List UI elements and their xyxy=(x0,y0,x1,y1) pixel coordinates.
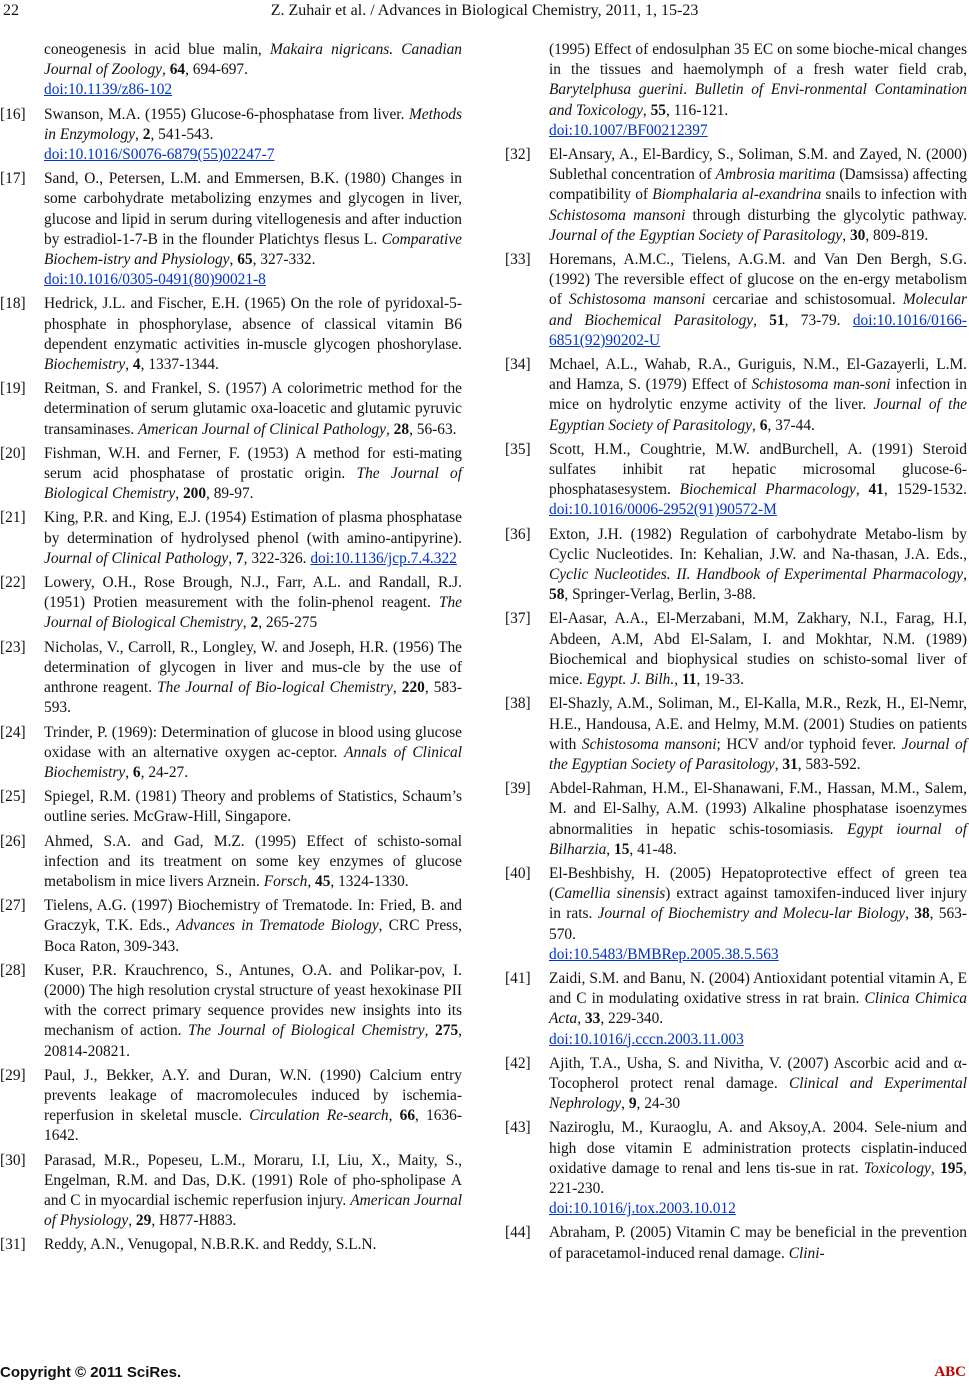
reference-number: [43] xyxy=(505,1119,531,1137)
reference-entry xyxy=(0,1151,462,1232)
reference-text: Spiegel, R.M. (1981) Theory and problems of Statistics, Schaum’s outline series. McGraw-Hill, Singapore. xyxy=(44,788,462,826)
reference-number: [32] xyxy=(505,146,531,164)
reference-entry xyxy=(505,1223,967,1263)
reference-number: [27] xyxy=(0,897,26,915)
reference-text: El-Aasar, A.A., El-Merzabani, M.M, Zakhary, N.I., Farag, H.I, Abdeen, A.M, Abd El-Salam, I. and Mokhtar, N.M. (1989) Biochemical and biophysical studies on schisto-somal liver of mice. Egypt. J. Bilh., 11, 19-33. xyxy=(549,610,967,689)
reference-text: Lowery, O.H., Rose Brough, N.J., Farr, A.L. and Randall, R.J. (1951) Protien measurement with the folin-phenol reagent. The Journal of Biological Chemistry, 2, 265-275 xyxy=(44,574,462,632)
references-left-column xyxy=(0,40,462,1260)
reference-text: El-Shazly, A.M., Soliman, M., El-Kalla, M.R., Rezk, H., El-Nemr, H.E., Handousa, A.E. and Helmy, M.M. (2001) Studies on patients with Schistosoma mansoni; HCV and/or typhoid fever. Journal of the Egyptian Society of Parasitology, 31, 583-592. xyxy=(549,695,967,773)
reference-entry xyxy=(505,250,967,351)
reference-text: Reddy, A.N., Venugopal, N.B.R.K. and Reddy, S.L.N. xyxy=(44,1236,377,1254)
page-number: 22 xyxy=(3,2,19,19)
reference-entry xyxy=(505,779,967,860)
reference-text: Parasad, M.R., Popeseu, L.M., Moraru, I.I, Liu, X., Maity, S., Engelman, R.M. and Das, D.K. (1991) Role of pho-spholipase A and C in myocardial ischemic reperfusion injury. American Journal of Physiology, 29, H877-H883. xyxy=(44,1151,462,1230)
reference-entry xyxy=(0,379,462,440)
copyright-notice: Copyright © 2011 SciRes. xyxy=(0,1364,182,1381)
reference-text: Ahmed, S.A. and Gad, M.Z. (1995) Effect of schisto-somal infection and its treatment on some key enzymes of glucose metabolism in mice livers Arznein. Forsch, 45, 1324-1330. xyxy=(44,832,462,890)
reference-entry xyxy=(0,723,462,784)
reference-number: [18] xyxy=(0,295,26,313)
reference-text: El-Beshbishy, H. (2005) Hepatoprotective effect of green tea (Camellia sinensis) extract against tamoxifen-induced liver injury in rats. Journal of Biochemistry and Molecu-lar Biology, 38, 563-570. doi:10.5483/BMBRep.2005.38.5.563 xyxy=(549,864,967,963)
reference-entry xyxy=(0,169,462,290)
page-header xyxy=(0,0,969,30)
reference-text: Reitman, S. and Frankel, S. (1957) A colorimetric method for the determination of serum glutamic oxa-loacetic and glutamic pyruvic transaminases. American Journal of Clinical Pathology, 28, 56-63. xyxy=(44,380,462,438)
reference-entry xyxy=(0,787,462,827)
reference-entry xyxy=(0,896,462,957)
reference-entry xyxy=(0,294,462,375)
reference-entry xyxy=(0,105,462,166)
reference-entry xyxy=(0,1235,462,1255)
reference-entry xyxy=(505,40,967,141)
reference-text: Abraham, P. (2005) Vitamin C may be beneficial in the prevention of paracetamol-induced renal damage. Clini- xyxy=(549,1224,967,1262)
reference-text: El-Ansary, A., El-Bardicy, S., Soliman, S.M. and Zayed, N. (2000) Sublethal concentration of Ambrosia maritima (Damsissa) affecting compatibility of Biomphalaria al-exandrina snails to infection with Schistosoma mansoni through disturbing the glycolytic pathway. Journal of the Egyptian Society of Parasitology, 30, 809-819. xyxy=(549,146,968,244)
reference-entry xyxy=(505,355,967,436)
reference-text: Zaidi, S.M. and Banu, N. (2004) Antioxidant potential vitamin A, E and C in modulating oxidative stress in rat brain. Clinica Chimica Acta, 33, 229-340. doi:10.1016/j.cccn.2003.11.003 xyxy=(549,969,967,1048)
reference-entry xyxy=(505,864,967,965)
reference-number: [39] xyxy=(505,780,531,798)
doi-link[interactable]: doi:10.1139/z86-102 xyxy=(44,81,173,99)
reference-number: [24] xyxy=(0,723,26,741)
reference-number: [19] xyxy=(0,380,26,398)
reference-entry xyxy=(505,694,967,775)
doi-link[interactable]: doi:10.1136/jcp.7.4.322 xyxy=(310,549,457,567)
reference-number: [37] xyxy=(505,610,531,628)
doi-link[interactable]: doi:10.1016/0166-6851(92)90202-U xyxy=(549,311,967,349)
doi-link[interactable]: doi:10.1016/j.cccn.2003.11.003 xyxy=(549,1030,744,1048)
doi-link[interactable]: doi:10.1016/j.tox.2003.10.012 xyxy=(549,1200,736,1218)
reference-number: [28] xyxy=(0,961,26,979)
reference-entry xyxy=(0,444,462,505)
reference-number: [41] xyxy=(505,969,531,987)
reference-number: [20] xyxy=(0,444,26,462)
doi-link[interactable]: doi:10.5483/BMBRep.2005.38.5.563 xyxy=(549,945,779,963)
reference-number: [22] xyxy=(0,574,26,592)
reference-entry xyxy=(505,525,967,606)
reference-text: Paul, J., Bekker, A.Y. and Duran, W.N. (1990) Calcium entry prevents leakage of macromolecules induced by ischemia-reperfusion in skeletal muscle. Circulation Re-search, 66, 1636-1642. xyxy=(44,1066,462,1145)
reference-number: [35] xyxy=(505,440,531,458)
reference-number: [17] xyxy=(0,170,26,188)
reference-text: Ajith, T.A., Usha, S. and Nivitha, V. (2007) Ascorbic acid and α-Tocopherol protect renal damage. Clinical and Experimental Nephrology, 9, 24-30 xyxy=(549,1054,967,1113)
reference-number: [16] xyxy=(0,105,26,123)
running-title: Z. Zuhair et al. / Advances in Biological Chemistry, 2011, 1, 15-23 xyxy=(270,2,699,19)
reference-text: King, P.R. and King, E.J. (1954) Estimation of plasma phosphatase by determination of hydrolysed phenol (with amino-antipyrine). Journal of Clinical Pathology, 7, 322-326. doi:10.1136/jcp.7.4.322 xyxy=(44,509,462,567)
reference-number: [26] xyxy=(0,832,26,850)
reference-text: Fishman, W.H. and Ferner, F. (1953) A method for esti-mating serum acid phosphatase of prostatic origin. The Journal of Biological Chemistry, 200, 89-97. xyxy=(44,444,462,503)
reference-number: [40] xyxy=(505,864,531,882)
reference-entry xyxy=(505,440,967,521)
reference-number: [44] xyxy=(505,1224,531,1242)
doi-link[interactable]: doi:10.1016/0006-2952(91)90572-M xyxy=(549,501,777,519)
reference-number: [30] xyxy=(0,1151,26,1169)
reference-entry xyxy=(505,969,967,1050)
reference-number: [34] xyxy=(505,356,531,374)
reference-entry xyxy=(505,1118,967,1219)
journal-logo: ABC xyxy=(934,1364,966,1380)
reference-number: [42] xyxy=(505,1054,531,1072)
doi-link[interactable]: doi:10.1016/S0076-6879(55)02247-7 xyxy=(44,146,275,164)
reference-text: Swanson, M.A. (1955) Glucose-6-phosphatase from liver. Methods in Enzymology, 2, 541-543. doi:10.1016/S0076-6879(55)02247-7 xyxy=(44,105,462,164)
reference-number: [21] xyxy=(0,509,26,527)
page-footer xyxy=(0,1360,969,1386)
reference-text: Sand, O., Petersen, L.M. and Emmersen, B.K. (1980) Changes in some carbohydrate metabolizing enzymes and glycogen in liver, glucose and lipid in serum during vitellogenesis and after induction by estradiol-1-7-B in the flounder Platichtys flesus L. Comparative Biochem-istry and Physiology, 65, 327-332. doi:10.1016/0305-0491(80)90021-8 xyxy=(44,170,462,289)
reference-number: [31] xyxy=(0,1236,26,1254)
reference-entry xyxy=(0,508,462,569)
reference-number: [38] xyxy=(505,695,531,713)
reference-text: Horemans, A.M.C., Tielens, A.G.M. and Van Den Bergh, S.G. (1992) The reversible effect of glucose on the en-ergy metabolism of Schistosoma mansoni cercariae and schistosomual. Molecular and Biochemical Parasitology, 51, 73-79. doi:10.1016/0166-6851(92)90202-U xyxy=(549,251,968,349)
reference-number: [23] xyxy=(0,638,26,656)
reference-text: coneogenesis in acid blue malin, Makaira nigricans. Canadian Journal of Zoology, 64, 694-697. doi:10.1139/z86-102 xyxy=(44,41,462,99)
reference-text: Trinder, P. (1969): Determination of glucose in blood using glucose oxidase with an alternative oxygen ac-ceptor. Annals of Clinical Biochemistry, 6, 24-27. xyxy=(44,723,462,781)
reference-number: [36] xyxy=(505,525,531,543)
references-right-column xyxy=(505,40,967,1268)
reference-entry xyxy=(0,1066,462,1147)
reference-text: Naziroglu, M., Kuraoglu, A. and Aksoy,A. 2004. Sele-nium and high dose vitamin E administration protects cisplatin-induced oxidative damage to renal and lens tis-sue in rat. Toxicology, 195, 221-230. doi:10.1016/j.tox.2003.10.012 xyxy=(549,1119,968,1218)
reference-entry xyxy=(0,832,462,893)
reference-text: Tielens, A.G. (1997) Biochemistry of Trematode. In: Fried, B. and Graczyk, T.K. Eds., Advances in Trematode Biology, CRC Press, Boca Raton, 309-343. xyxy=(44,897,462,955)
reference-text: Exton, J.H. (1982) Regulation of carbohydrate Metabo-lism by Cyclic Nucleotides. In: Kehalian, J.W. and Na-thasan, J.A. Eds., Cyclic Nucleotides. II. Handbook of Experimental Pharmacology, 58, Springer-Verlag, Berlin, 3-88. xyxy=(549,525,967,604)
reference-entry xyxy=(505,609,967,690)
doi-link[interactable]: doi:10.1007/BF00212397 xyxy=(549,121,708,139)
reference-entry xyxy=(505,1054,967,1115)
reference-number: [29] xyxy=(0,1066,26,1084)
reference-text: Mchael, A.L., Wahab, R.A., Guriguis, N.M., El-Gazayerli, L.M. and Hamza, S. (1979) Effect of Schistosoma man-soni infection in mice on hydrolytic enzyme activity of the liver. Journal of the Egyptian Society of Parasitology, 6, 37-44. xyxy=(549,356,967,434)
reference-entry xyxy=(0,573,462,634)
doi-link[interactable]: doi:10.1016/0305-0491(80)90021-8 xyxy=(44,271,266,289)
reference-entry xyxy=(0,961,462,1062)
reference-text: Nicholas, V., Carroll, R., Longley, W. and Joseph, H.R. (1956) The determination of glycogen in liver and mus-cle by the use of anthrone reagent. The Journal of Bio-logical Chemistry, 220, 583-593. xyxy=(44,638,462,717)
reference-text: Kuser, P.R. Krauchrenco, S., Antunes, O.A. and Polikar-pov, I. (2000) The high resolution crystal structure of yeast hexokinase PII with the correct primary sequence provides new insights into its mechanism of action. The Journal of Biological Chemistry, 275, 20814-20821. xyxy=(44,961,462,1060)
reference-text: Abdel-Rahman, H.M., El-Shanawani, F.M., Hassan, M.M., Salem, M. and El-Salhy, A.M. (1993) Alkaline phosphatase isoenzymes abnormalities in hepatic schis-tosomiasis. Egypt iournal of Bilharzia, 15, 41-48. xyxy=(549,780,967,858)
reference-entry xyxy=(505,145,967,246)
reference-text: (1995) Effect of endosulphan 35 EC on some bioche-mical changes in the tissues and haemolymph of a fresh water field crab, Barytelphusa guerini. Bulletin of Envi-ronmental Contamination and Toxicology, 55, 116-121. doi:10.1007/BF00212397 xyxy=(549,41,967,139)
reference-entry xyxy=(0,638,462,719)
reference-text: Scott, H.M., Coughtrie, M.W. andBurchell, A. (1991) Steroid sulfates inhibit rat hepatic microsomal glucose-6-phosphatasesystem. Biochemical Pharmacology, 41, 1529-1532. doi:10.1016/0006-2952(91)90572-M xyxy=(549,440,967,519)
reference-text: Hedrick, J.L. and Fischer, E.H. (1965) On the role of pyridoxal-5-phosphate in phosphorylase, absence of classical vitamin B6 dependent enzymatic activities in-muscle glycogen phoshorylase. Biochemistry, 4, 1337-1344. xyxy=(44,295,462,374)
reference-number: [33] xyxy=(505,251,531,269)
reference-number: [25] xyxy=(0,788,26,806)
reference-entry xyxy=(0,40,462,101)
